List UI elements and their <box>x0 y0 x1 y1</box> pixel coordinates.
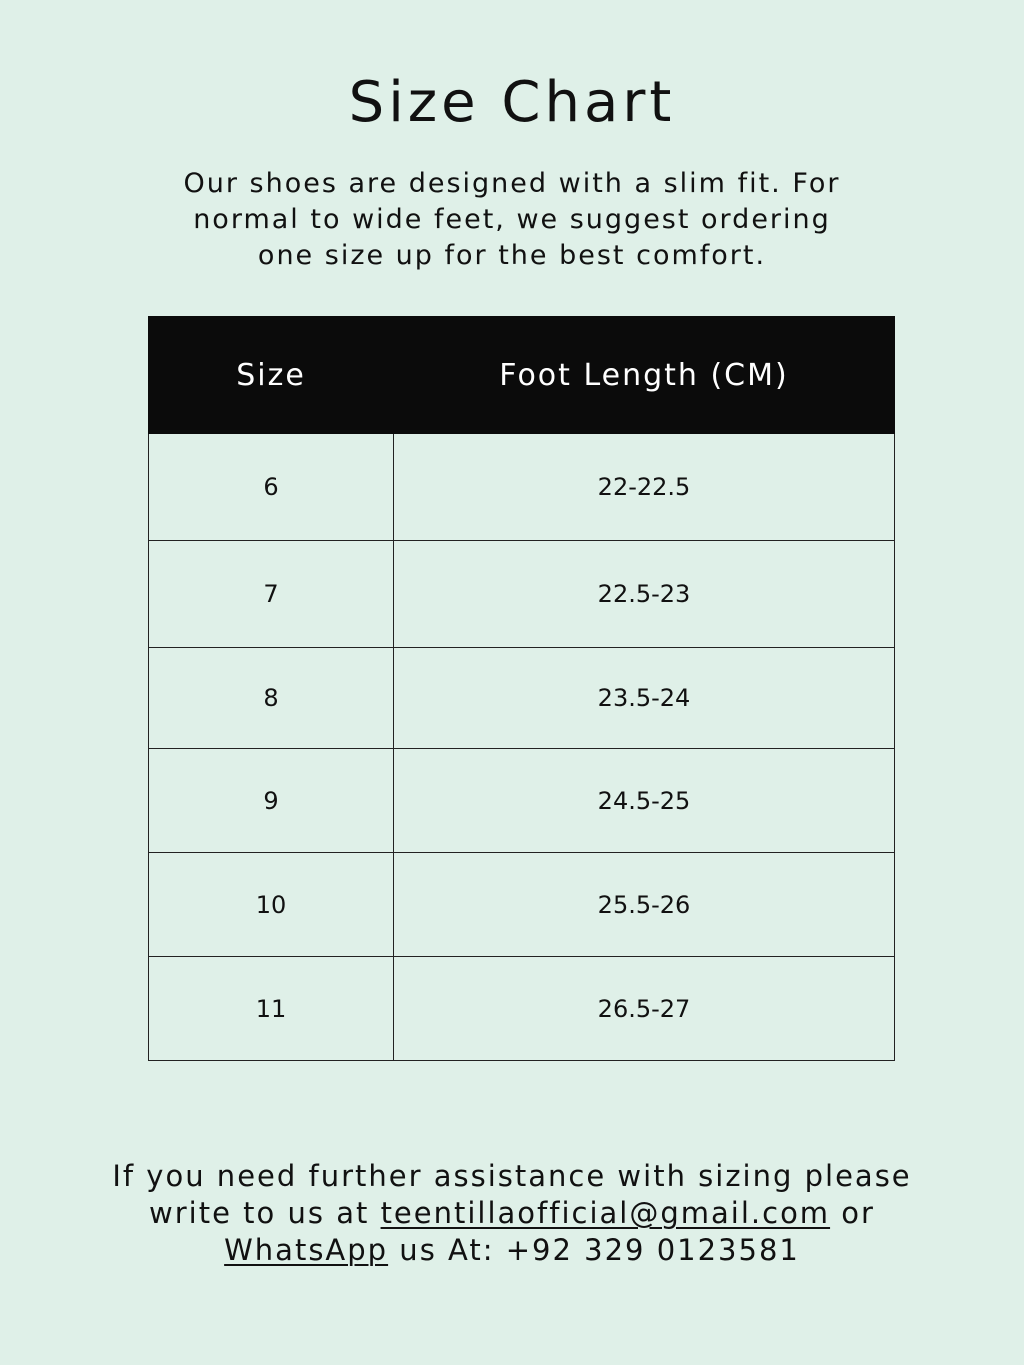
whatsapp-link[interactable]: WhatsApp <box>224 1233 389 1267</box>
cell-size: 10 <box>149 853 394 957</box>
cell-foot-length: 22.5-23 <box>394 541 895 648</box>
footer-line-3-suffix: us At: +92 329 0123581 <box>388 1233 800 1267</box>
intro-text <box>112 166 912 274</box>
cell-foot-length: 23.5-24 <box>394 648 895 749</box>
table-row <box>149 853 895 957</box>
page-title: Size Chart <box>348 70 676 135</box>
size-chart-table <box>148 316 895 1061</box>
email-link[interactable]: teentillaofficial@gmail.com <box>380 1196 831 1230</box>
table-row <box>149 957 895 1061</box>
cell-foot-length: 24.5-25 <box>394 749 895 853</box>
header-foot-length: Foot Length (CM) <box>394 317 895 434</box>
table-row <box>149 749 895 853</box>
footer-line-1: If you need further assistance with sizing please <box>112 1159 912 1193</box>
cell-foot-length: 25.5-26 <box>394 853 895 957</box>
header-size: Size <box>149 317 394 434</box>
table-row <box>149 434 895 541</box>
footer-line-2-suffix: or <box>830 1196 875 1230</box>
cell-size: 6 <box>149 434 394 541</box>
table-header-row <box>149 317 895 434</box>
intro-line-3: one size up for the best comfort. <box>257 240 767 271</box>
cell-size: 9 <box>149 749 394 853</box>
cell-size: 8 <box>149 648 394 749</box>
intro-line-1: Our shoes are designed with a slim fit. For <box>183 168 841 199</box>
table-row <box>149 541 895 648</box>
cell-size: 11 <box>149 957 394 1061</box>
cell-foot-length: 22-22.5 <box>394 434 895 541</box>
intro-line-2: normal to wide feet, we suggest ordering <box>193 204 831 235</box>
assistance-text <box>62 1158 962 1269</box>
table-row <box>149 648 895 749</box>
footer-line-2-prefix: write to us at <box>149 1196 381 1230</box>
cell-size: 7 <box>149 541 394 648</box>
cell-foot-length: 26.5-27 <box>394 957 895 1061</box>
